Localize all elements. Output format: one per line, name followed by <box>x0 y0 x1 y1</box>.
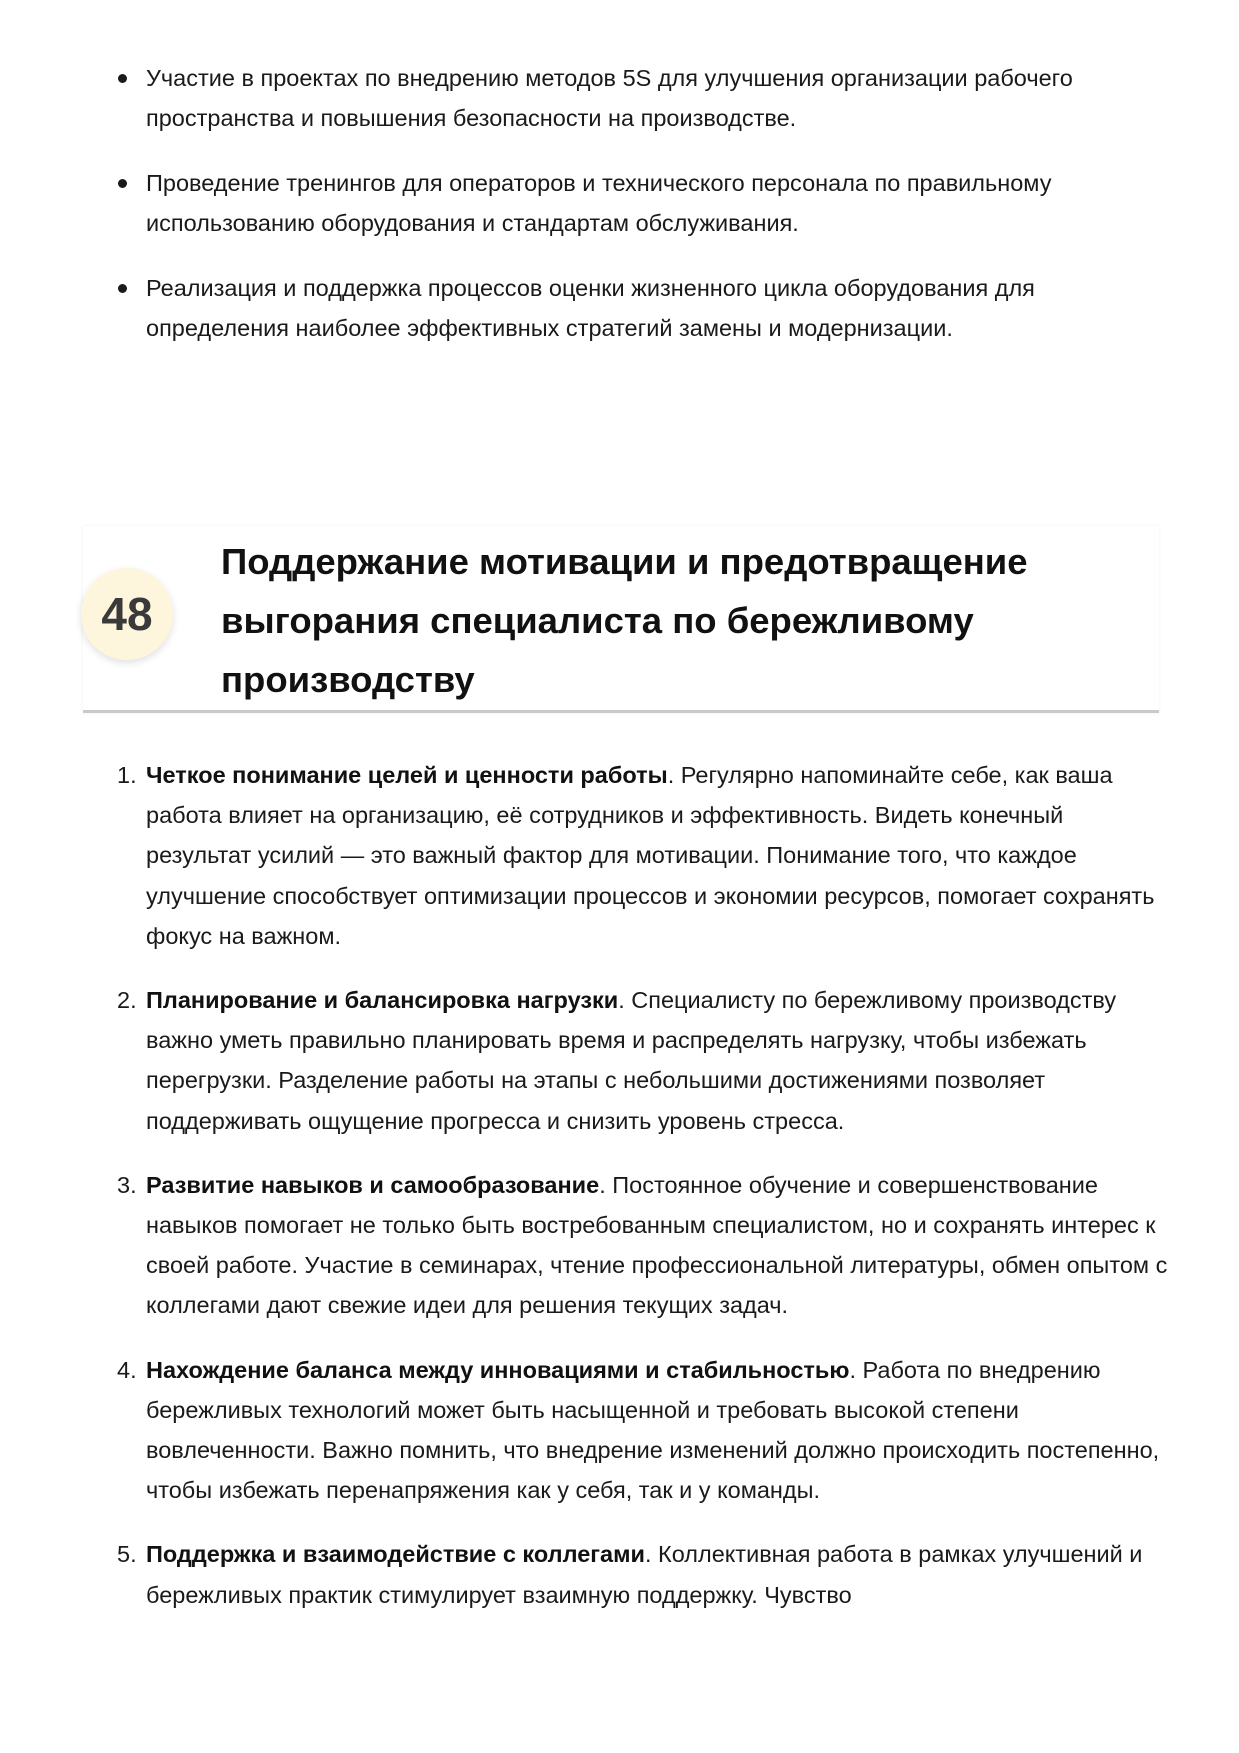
list-item <box>108 1350 1168 1511</box>
bullet-text: Проведение тренингов для операторов и технического персонала по правильному использованию оборудования и стандартам обслуживания. <box>146 170 1052 236</box>
item-number: 1. <box>117 762 137 788</box>
chapter-number-badge: 48 <box>81 568 173 660</box>
bullet-item <box>108 58 1168 138</box>
list-item <box>108 1534 1168 1614</box>
item-heading: Поддержка и взаимодействие с коллегами <box>146 1541 645 1568</box>
bullet-text: Реализация и поддержка процессов оценки жизненного цикла оборудования для определения наиболее эффективных стратегий замены и модернизации. <box>146 275 1035 341</box>
item-text: . Регулярно напоминайте себе, как ваша работа влияет на организацию, её сотрудников и эффективность. Видеть конечный результат усилий — это важный фактор для мотивации. Понимание того, что каждое улучшение способствует оптимизации процессов и экономии ресурсов, помогает сохранять фокус на важном. <box>146 762 1155 949</box>
bullet-item <box>108 268 1168 348</box>
list-item <box>108 1165 1168 1326</box>
bullet-item <box>108 163 1168 243</box>
item-text: . Коллективная работа в рамках улучшений и бережливых практик стимулирует взаимную поддержку. Чувство <box>146 1541 1143 1608</box>
bullet-dot-icon <box>118 179 127 188</box>
item-heading: Четкое понимание целей и ценности работы <box>146 762 668 788</box>
bullet-dot-icon <box>118 74 127 83</box>
item-number: 4. <box>117 1356 137 1383</box>
item-number: 5. <box>117 1541 137 1568</box>
numbered-list <box>108 755 1168 1639</box>
bullet-text: Участие в проектах по внедрению методов 5S для улучшения организации рабочего пространства и повышения безопасности на производстве. <box>146 65 1073 131</box>
item-number: 2. <box>117 987 137 1014</box>
item-text: . Постоянное обучение и совершенствование навыков помогает не только быть востребованным специалистом, но и сохранять интерес к своей работе. Участие в семинарах, чтение профессиональной литературы, обмен опытом с коллегами дают свежие идеи для решения текущих задач. <box>146 1171 1168 1319</box>
item-heading: Развитие навыков и самообразование <box>146 1171 600 1198</box>
item-text: . Работа по внедрению бережливых технологий может быть насыщенной и требовать высокой степени вовлеченности. Важно помнить, что внедрение изменений должно происходить постепенно, чтобы избежать перенапряжения как у себя, так и у команды. <box>146 1356 1160 1504</box>
item-number: 3. <box>117 1171 137 1198</box>
list-item <box>108 755 1168 956</box>
item-heading: Нахождение баланса между инновациями и стабильностью <box>146 1356 850 1383</box>
bullet-dot-icon <box>118 284 127 293</box>
list-item <box>108 980 1168 1141</box>
item-heading: Планирование и балансировка нагрузки <box>146 987 619 1014</box>
bullet-list <box>108 58 1168 373</box>
item-text: . Специалисту по бережливому производству важно уметь правильно планировать время и распределять нагрузку, чтобы избежать перегрузки. Разделение работы на этапы с небольшими достижениями позволяет поддерживать ощущение прогресса и снизить уровень стресса. <box>146 987 1117 1134</box>
chapter-title: Поддержание мотивации и предотвращение выгорания специалиста по бережливому производству <box>221 541 1028 700</box>
chapter-header <box>83 526 1159 713</box>
